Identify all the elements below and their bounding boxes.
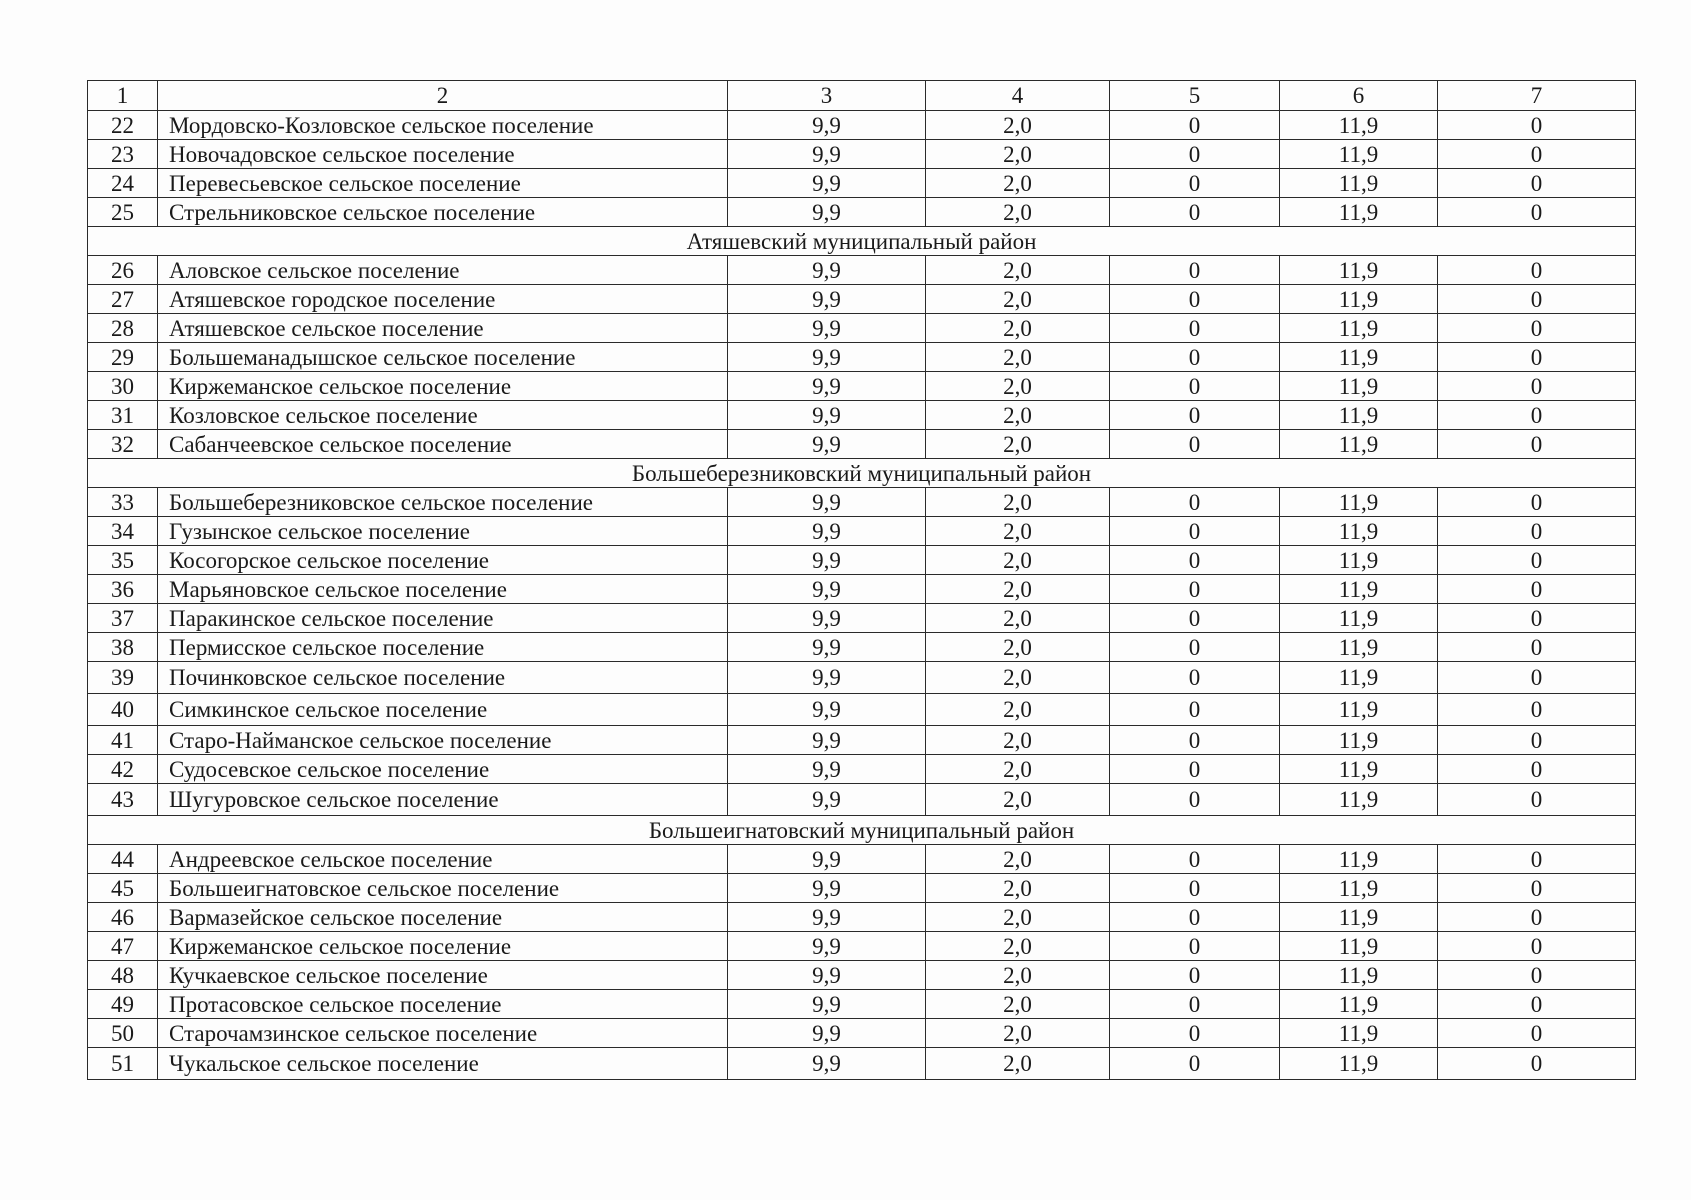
value-cell-4: 2,0: [926, 903, 1110, 932]
value-cell-6: 11,9: [1280, 784, 1438, 816]
table-row: [88, 401, 1636, 430]
value-cell-7: 0: [1438, 488, 1636, 517]
value-cell-6: 11,9: [1280, 903, 1438, 932]
row-number-cell: 23: [88, 140, 158, 169]
value-cell-7: 0: [1438, 932, 1636, 961]
value-cell-3: 9,9: [728, 633, 926, 662]
value-cell-6: 11,9: [1280, 726, 1438, 755]
value-cell-3: 9,9: [728, 662, 926, 694]
district-title: Большеигнатовский муниципальный район: [88, 816, 1636, 845]
value-cell-6: 11,9: [1280, 140, 1438, 169]
value-cell-5: 0: [1110, 401, 1280, 430]
row-number-cell: 33: [88, 488, 158, 517]
table-row: [88, 874, 1636, 903]
row-number-cell: 24: [88, 169, 158, 198]
value-cell-5: 0: [1110, 604, 1280, 633]
settlement-name-cell: Паракинское сельское поселение: [158, 604, 728, 633]
row-number-cell: 42: [88, 755, 158, 784]
row-number-cell: 43: [88, 784, 158, 816]
row-number-cell: 38: [88, 633, 158, 662]
value-cell-7: 0: [1438, 198, 1636, 227]
row-number-cell: 41: [88, 726, 158, 755]
value-cell-6: 11,9: [1280, 372, 1438, 401]
row-number-cell: 35: [88, 546, 158, 575]
value-cell-6: 11,9: [1280, 546, 1438, 575]
value-cell-4: 2,0: [926, 169, 1110, 198]
table-row: [88, 755, 1636, 784]
value-cell-7: 0: [1438, 1048, 1636, 1080]
row-number-cell: 47: [88, 932, 158, 961]
settlement-name-cell: Гузынское сельское поселение: [158, 517, 728, 546]
value-cell-4: 2,0: [926, 343, 1110, 372]
value-cell-4: 2,0: [926, 488, 1110, 517]
row-number-cell: 28: [88, 314, 158, 343]
value-cell-6: 11,9: [1280, 845, 1438, 874]
value-cell-7: 0: [1438, 430, 1636, 459]
value-cell-3: 9,9: [728, 694, 926, 726]
value-cell-7: 0: [1438, 755, 1636, 784]
value-cell-7: 0: [1438, 372, 1636, 401]
table-row: [88, 633, 1636, 662]
value-cell-3: 9,9: [728, 517, 926, 546]
value-cell-3: 9,9: [728, 575, 926, 604]
value-cell-4: 2,0: [926, 604, 1110, 633]
value-cell-5: 0: [1110, 662, 1280, 694]
settlement-name-cell: Косогорское сельское поселение: [158, 546, 728, 575]
value-cell-6: 11,9: [1280, 990, 1438, 1019]
value-cell-7: 0: [1438, 285, 1636, 314]
value-cell-4: 2,0: [926, 694, 1110, 726]
settlement-name-cell: Андреевское сельское поселение: [158, 845, 728, 874]
table-row: [88, 343, 1636, 372]
table-row: [88, 314, 1636, 343]
value-cell-6: 11,9: [1280, 575, 1438, 604]
table-row: [88, 198, 1636, 227]
settlement-name-cell: Марьяновское сельское поселение: [158, 575, 728, 604]
table-row: [88, 111, 1636, 140]
table-row: [88, 488, 1636, 517]
value-cell-6: 11,9: [1280, 256, 1438, 285]
value-cell-5: 0: [1110, 343, 1280, 372]
district-title: Атяшевский муниципальный район: [88, 227, 1636, 256]
column-number: 1: [88, 81, 158, 111]
row-number-cell: 45: [88, 874, 158, 903]
value-cell-3: 9,9: [728, 726, 926, 755]
value-cell-6: 11,9: [1280, 401, 1438, 430]
value-cell-4: 2,0: [926, 845, 1110, 874]
value-cell-7: 0: [1438, 726, 1636, 755]
settlement-name-cell: Пермисское сельское поселение: [158, 633, 728, 662]
value-cell-7: 0: [1438, 546, 1636, 575]
value-cell-5: 0: [1110, 169, 1280, 198]
value-cell-3: 9,9: [728, 372, 926, 401]
settlement-name-cell: Шугуровское сельское поселение: [158, 784, 728, 816]
value-cell-6: 11,9: [1280, 169, 1438, 198]
value-cell-6: 11,9: [1280, 111, 1438, 140]
value-cell-5: 0: [1110, 1048, 1280, 1080]
table-row: [88, 372, 1636, 401]
value-cell-5: 0: [1110, 903, 1280, 932]
settlement-name-cell: Атяшевское сельское поселение: [158, 314, 728, 343]
value-cell-4: 2,0: [926, 314, 1110, 343]
value-cell-7: 0: [1438, 343, 1636, 372]
value-cell-3: 9,9: [728, 285, 926, 314]
row-number-cell: 26: [88, 256, 158, 285]
row-number-cell: 46: [88, 903, 158, 932]
value-cell-5: 0: [1110, 314, 1280, 343]
settlements-table: [87, 80, 1636, 1080]
value-cell-3: 9,9: [728, 488, 926, 517]
table-row: [88, 990, 1636, 1019]
value-cell-7: 0: [1438, 256, 1636, 285]
table-row: [88, 169, 1636, 198]
column-number: 5: [1110, 81, 1280, 111]
value-cell-4: 2,0: [926, 726, 1110, 755]
value-cell-4: 2,0: [926, 401, 1110, 430]
value-cell-7: 0: [1438, 694, 1636, 726]
value-cell-6: 11,9: [1280, 430, 1438, 459]
value-cell-3: 9,9: [728, 1048, 926, 1080]
column-number: 7: [1438, 81, 1636, 111]
value-cell-5: 0: [1110, 256, 1280, 285]
value-cell-4: 2,0: [926, 1019, 1110, 1048]
settlement-name-cell: Починковское сельское поселение: [158, 662, 728, 694]
value-cell-4: 2,0: [926, 961, 1110, 990]
table-row: [88, 903, 1636, 932]
value-cell-3: 9,9: [728, 198, 926, 227]
value-cell-3: 9,9: [728, 546, 926, 575]
value-cell-5: 0: [1110, 726, 1280, 755]
value-cell-3: 9,9: [728, 1019, 926, 1048]
value-cell-7: 0: [1438, 140, 1636, 169]
value-cell-7: 0: [1438, 961, 1636, 990]
value-cell-6: 11,9: [1280, 285, 1438, 314]
column-number: 2: [158, 81, 728, 111]
value-cell-7: 0: [1438, 169, 1636, 198]
value-cell-5: 0: [1110, 784, 1280, 816]
value-cell-6: 11,9: [1280, 604, 1438, 633]
value-cell-6: 11,9: [1280, 488, 1438, 517]
settlement-name-cell: Старо-Найманское сельское поселение: [158, 726, 728, 755]
value-cell-7: 0: [1438, 845, 1636, 874]
value-cell-7: 0: [1438, 874, 1636, 903]
value-cell-5: 0: [1110, 285, 1280, 314]
value-cell-3: 9,9: [728, 604, 926, 633]
value-cell-7: 0: [1438, 111, 1636, 140]
settlement-name-cell: Судосевское сельское поселение: [158, 755, 728, 784]
settlement-name-cell: Чукальское сельское поселение: [158, 1048, 728, 1080]
value-cell-3: 9,9: [728, 430, 926, 459]
value-cell-3: 9,9: [728, 755, 926, 784]
value-cell-3: 9,9: [728, 784, 926, 816]
value-cell-5: 0: [1110, 430, 1280, 459]
value-cell-6: 11,9: [1280, 932, 1438, 961]
settlement-name-cell: Симкинское сельское поселение: [158, 694, 728, 726]
value-cell-4: 2,0: [926, 256, 1110, 285]
value-cell-3: 9,9: [728, 140, 926, 169]
table-row: [88, 546, 1636, 575]
value-cell-5: 0: [1110, 694, 1280, 726]
value-cell-7: 0: [1438, 517, 1636, 546]
row-number-cell: 48: [88, 961, 158, 990]
value-cell-5: 0: [1110, 990, 1280, 1019]
value-cell-3: 9,9: [728, 845, 926, 874]
value-cell-5: 0: [1110, 755, 1280, 784]
row-number-cell: 29: [88, 343, 158, 372]
value-cell-3: 9,9: [728, 961, 926, 990]
table-row: [88, 256, 1636, 285]
settlement-name-cell: Атяшевское городское поселение: [158, 285, 728, 314]
row-number-cell: 49: [88, 990, 158, 1019]
row-number-cell: 31: [88, 401, 158, 430]
value-cell-4: 2,0: [926, 517, 1110, 546]
row-number-cell: 39: [88, 662, 158, 694]
value-cell-3: 9,9: [728, 169, 926, 198]
value-cell-6: 11,9: [1280, 198, 1438, 227]
table-row: [88, 1048, 1636, 1080]
row-number-cell: 40: [88, 694, 158, 726]
value-cell-3: 9,9: [728, 990, 926, 1019]
value-cell-6: 11,9: [1280, 633, 1438, 662]
value-cell-4: 2,0: [926, 575, 1110, 604]
value-cell-4: 2,0: [926, 990, 1110, 1019]
table-row: [88, 726, 1636, 755]
settlement-name-cell: Большеигнатовское сельское поселение: [158, 874, 728, 903]
row-number-cell: 50: [88, 1019, 158, 1048]
settlement-name-cell: Старочамзинское сельское поселение: [158, 1019, 728, 1048]
settlement-name-cell: Перевесьевское сельское поселение: [158, 169, 728, 198]
value-cell-7: 0: [1438, 314, 1636, 343]
value-cell-4: 2,0: [926, 285, 1110, 314]
value-cell-6: 11,9: [1280, 662, 1438, 694]
settlement-name-cell: Кучкаевское сельское поселение: [158, 961, 728, 990]
value-cell-4: 2,0: [926, 755, 1110, 784]
district-header-row: [88, 816, 1636, 845]
value-cell-4: 2,0: [926, 372, 1110, 401]
settlement-name-cell: Стрельниковское сельское поселение: [158, 198, 728, 227]
settlement-name-cell: Козловское сельское поселение: [158, 401, 728, 430]
row-number-cell: 25: [88, 198, 158, 227]
settlement-name-cell: Киржеманское сельское поселение: [158, 932, 728, 961]
row-number-cell: 37: [88, 604, 158, 633]
value-cell-4: 2,0: [926, 784, 1110, 816]
value-cell-4: 2,0: [926, 662, 1110, 694]
settlement-name-cell: Вармазейское сельское поселение: [158, 903, 728, 932]
value-cell-7: 0: [1438, 575, 1636, 604]
value-cell-7: 0: [1438, 604, 1636, 633]
value-cell-7: 0: [1438, 633, 1636, 662]
value-cell-6: 11,9: [1280, 1048, 1438, 1080]
value-cell-6: 11,9: [1280, 874, 1438, 903]
column-number: 4: [926, 81, 1110, 111]
value-cell-5: 0: [1110, 932, 1280, 961]
value-cell-5: 0: [1110, 961, 1280, 990]
row-number-cell: 32: [88, 430, 158, 459]
value-cell-3: 9,9: [728, 874, 926, 903]
value-cell-3: 9,9: [728, 401, 926, 430]
column-number-row: [88, 81, 1636, 111]
table-row: [88, 845, 1636, 874]
table-row: [88, 430, 1636, 459]
value-cell-5: 0: [1110, 1019, 1280, 1048]
settlement-name-cell: Протасовское сельское поселение: [158, 990, 728, 1019]
value-cell-5: 0: [1110, 845, 1280, 874]
value-cell-5: 0: [1110, 488, 1280, 517]
table-row: [88, 694, 1636, 726]
row-number-cell: 36: [88, 575, 158, 604]
table-body: [88, 81, 1636, 1080]
district-header-row: [88, 459, 1636, 488]
value-cell-7: 0: [1438, 903, 1636, 932]
settlement-name-cell: Большеберезниковское сельское поселение: [158, 488, 728, 517]
column-number: 6: [1280, 81, 1438, 111]
value-cell-6: 11,9: [1280, 961, 1438, 990]
district-header-row: [88, 227, 1636, 256]
value-cell-4: 2,0: [926, 932, 1110, 961]
settlement-name-cell: Киржеманское сельское поселение: [158, 372, 728, 401]
value-cell-4: 2,0: [926, 546, 1110, 575]
value-cell-5: 0: [1110, 111, 1280, 140]
settlement-name-cell: Сабанчеевское сельское поселение: [158, 430, 728, 459]
row-number-cell: 34: [88, 517, 158, 546]
value-cell-4: 2,0: [926, 140, 1110, 169]
table-row: [88, 285, 1636, 314]
row-number-cell: 51: [88, 1048, 158, 1080]
value-cell-3: 9,9: [728, 256, 926, 285]
value-cell-7: 0: [1438, 990, 1636, 1019]
value-cell-4: 2,0: [926, 430, 1110, 459]
value-cell-6: 11,9: [1280, 755, 1438, 784]
settlement-name-cell: Аловское сельское поселение: [158, 256, 728, 285]
value-cell-5: 0: [1110, 546, 1280, 575]
value-cell-4: 2,0: [926, 874, 1110, 903]
value-cell-4: 2,0: [926, 633, 1110, 662]
row-number-cell: 27: [88, 285, 158, 314]
value-cell-4: 2,0: [926, 111, 1110, 140]
table-row: [88, 1019, 1636, 1048]
row-number-cell: 44: [88, 845, 158, 874]
settlement-name-cell: Новочадовское сельское поселение: [158, 140, 728, 169]
value-cell-7: 0: [1438, 784, 1636, 816]
value-cell-5: 0: [1110, 372, 1280, 401]
value-cell-6: 11,9: [1280, 314, 1438, 343]
value-cell-5: 0: [1110, 517, 1280, 546]
value-cell-5: 0: [1110, 874, 1280, 903]
table-row: [88, 662, 1636, 694]
table-row: [88, 575, 1636, 604]
table-row: [88, 140, 1636, 169]
value-cell-6: 11,9: [1280, 343, 1438, 372]
value-cell-5: 0: [1110, 633, 1280, 662]
row-number-cell: 30: [88, 372, 158, 401]
table-row: [88, 961, 1636, 990]
value-cell-7: 0: [1438, 1019, 1636, 1048]
district-title: Большеберезниковский муниципальный район: [88, 459, 1636, 488]
value-cell-3: 9,9: [728, 903, 926, 932]
value-cell-4: 2,0: [926, 198, 1110, 227]
value-cell-5: 0: [1110, 198, 1280, 227]
table-row: [88, 517, 1636, 546]
table-row: [88, 932, 1636, 961]
value-cell-6: 11,9: [1280, 517, 1438, 546]
value-cell-3: 9,9: [728, 314, 926, 343]
value-cell-5: 0: [1110, 575, 1280, 604]
value-cell-5: 0: [1110, 140, 1280, 169]
value-cell-6: 11,9: [1280, 1019, 1438, 1048]
row-number-cell: 22: [88, 111, 158, 140]
column-number: 3: [728, 81, 926, 111]
settlement-name-cell: Мордовско-Козловское сельское поселение: [158, 111, 728, 140]
value-cell-6: 11,9: [1280, 694, 1438, 726]
settlement-name-cell: Большеманадышское сельское поселение: [158, 343, 728, 372]
value-cell-7: 0: [1438, 401, 1636, 430]
value-cell-7: 0: [1438, 662, 1636, 694]
value-cell-3: 9,9: [728, 343, 926, 372]
value-cell-3: 9,9: [728, 932, 926, 961]
table-row: [88, 604, 1636, 633]
table-row: [88, 784, 1636, 816]
value-cell-4: 2,0: [926, 1048, 1110, 1080]
value-cell-3: 9,9: [728, 111, 926, 140]
